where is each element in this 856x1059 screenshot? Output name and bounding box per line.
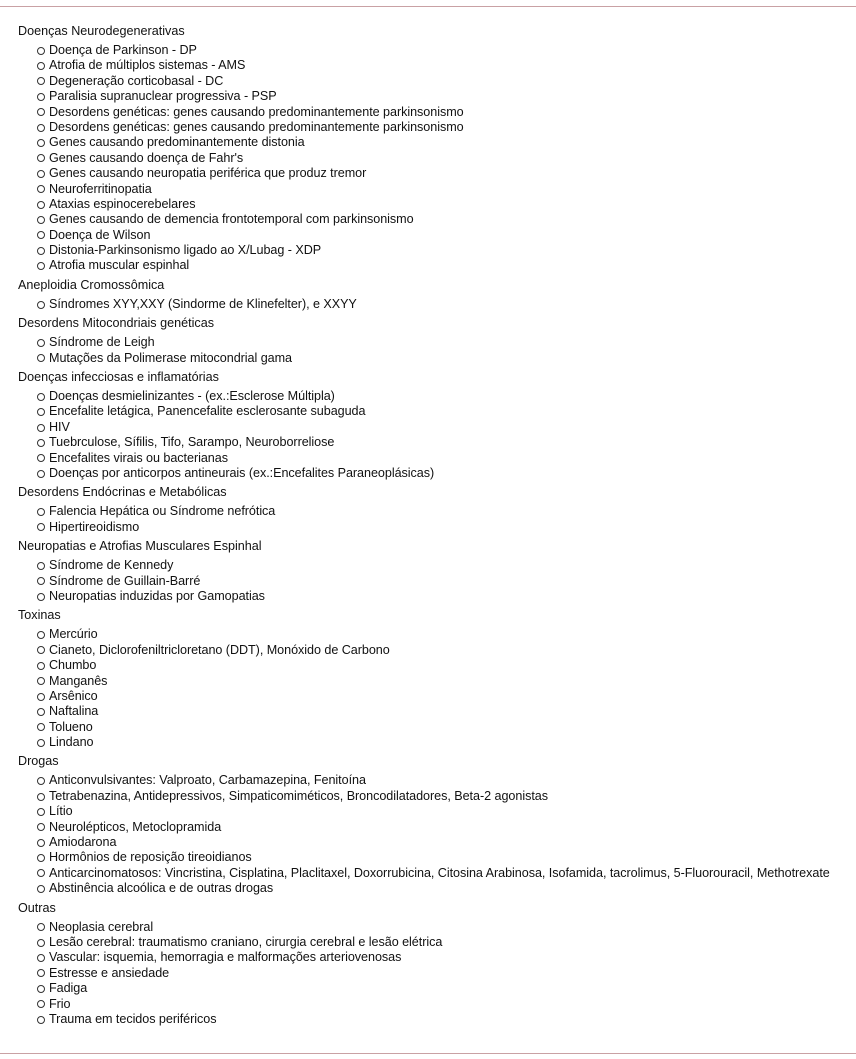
circle-bullet-icon — [37, 62, 45, 70]
list-item — [36, 835, 856, 850]
list-item — [36, 966, 856, 981]
circle-bullet-icon — [37, 777, 45, 785]
cause-list — [36, 297, 856, 312]
list-item-text: Trauma em tecidos periféricos — [49, 1011, 217, 1026]
circle-bullet-icon — [37, 77, 45, 85]
list-item — [36, 866, 856, 881]
list-item — [36, 258, 856, 273]
circle-bullet-icon — [37, 969, 45, 977]
list-item-text: Abstinência alcoólica e de outras drogas — [49, 881, 274, 896]
list-item — [36, 881, 856, 896]
category-section — [18, 753, 856, 896]
circle-bullet-icon — [37, 262, 45, 270]
category-title: Desordens Mitocondriais genéticas — [18, 316, 215, 331]
list-item-text: Manganês — [49, 673, 108, 688]
list-item-text: Tolueno — [49, 719, 93, 734]
list-item-text: Mercúrio — [49, 627, 98, 642]
cause-list — [36, 335, 856, 366]
list-item-text: Lítio — [49, 804, 73, 819]
list-item — [36, 704, 856, 719]
circle-bullet-icon — [37, 393, 45, 401]
list-item-text: Anticarcinomatosos: Vincristina, Cisplatina, Placlitaxel, Doxorrubicina, Citosina Arabinosa, Isofamida, tacrolimus, 5-Fluorouracil, Methotrexate — [49, 865, 830, 880]
list-item — [36, 420, 856, 435]
list-item-text: Neuroferritinopatia — [49, 181, 152, 196]
list-item — [36, 674, 856, 689]
cause-list — [36, 504, 856, 535]
list-item-text: Neoplasia cerebral — [49, 919, 154, 934]
list-item-text: Atrofia muscular espinhal — [49, 258, 190, 273]
list-item-text: Encefalites virais ou bacterianas — [49, 450, 228, 465]
list-item — [36, 135, 856, 150]
list-item-text: Síndromes XYY,XXY (Sindorme de Klinefelter), e XXYY — [49, 296, 357, 311]
list-item — [36, 1012, 856, 1027]
category-title: Neuropatias e Atrofias Musculares Espinhal — [18, 539, 262, 554]
circle-bullet-icon — [37, 923, 45, 931]
list-item — [36, 435, 856, 450]
circle-bullet-icon — [37, 185, 45, 193]
category-title: Aneploidia Cromossômica — [18, 277, 165, 292]
circle-bullet-icon — [37, 677, 45, 685]
list-item-text: Hormônios de reposição tireoidianos — [49, 850, 252, 865]
list-item — [36, 789, 856, 804]
circle-bullet-icon — [37, 301, 45, 309]
list-item-text: Chumbo — [49, 658, 97, 673]
circle-bullet-icon — [37, 216, 45, 224]
circle-bullet-icon — [37, 47, 45, 55]
circle-bullet-icon — [37, 247, 45, 255]
list-item — [36, 105, 856, 120]
list-item-text: Neuropatias induzidas por Gamopatias — [49, 588, 265, 603]
list-item — [36, 389, 856, 404]
list-item-text: Estresse e ansiedade — [49, 965, 170, 980]
list-item-text: Hipertireoidismo — [49, 519, 140, 534]
list-item — [36, 920, 856, 935]
circle-bullet-icon — [37, 124, 45, 132]
category-title: Toxinas — [18, 608, 61, 623]
circle-bullet-icon — [37, 439, 45, 447]
circle-bullet-icon — [37, 408, 45, 416]
list-item — [36, 466, 856, 481]
list-item-text: Genes causando de demencia frontotemporal com parkinsonismo — [49, 212, 414, 227]
list-item-text: Doença de Wilson — [49, 227, 151, 242]
circle-bullet-icon — [37, 1016, 45, 1024]
circle-bullet-icon — [37, 808, 45, 816]
list-item-text: Vascular: isquemia, hemorragia e malformações arteriovenosas — [49, 950, 402, 965]
category-section — [18, 277, 856, 312]
circle-bullet-icon — [37, 424, 45, 432]
list-item — [36, 74, 856, 89]
circle-bullet-icon — [37, 985, 45, 993]
list-item-text: Doenças desmielinizantes - (ex.:Esclerose Múltipla) — [49, 389, 335, 404]
circle-bullet-icon — [37, 1000, 45, 1008]
list-item-text: Genes causando neuropatia periférica que produz tremor — [49, 166, 367, 181]
circle-bullet-icon — [37, 339, 45, 347]
circle-bullet-icon — [37, 139, 45, 147]
list-item-text: Paralisia supranuclear progressiva - PSP — [49, 89, 277, 104]
circle-bullet-icon — [37, 108, 45, 116]
list-item — [36, 58, 856, 73]
circle-bullet-icon — [37, 854, 45, 862]
circle-bullet-icon — [37, 201, 45, 209]
list-item — [36, 520, 856, 535]
circle-bullet-icon — [37, 523, 45, 531]
circle-bullet-icon — [37, 154, 45, 162]
list-item-text: Lesão cerebral: traumatismo craniano, cirurgia cerebral e lesão elétrica — [49, 934, 443, 949]
list-item-text: Cianeto, Diclorofeniltricloretano (DDT), Monóxido de Carbono — [49, 642, 390, 657]
list-item — [36, 735, 856, 750]
category-title: Outras — [18, 900, 56, 915]
list-item-text: Doenças por anticorpos antineurais (ex.:Encefalites Paraneoplásicas) — [49, 465, 435, 480]
list-item — [36, 574, 856, 589]
list-item — [36, 197, 856, 212]
list-item-text: Desordens genéticas: genes causando predominantemente parkinsonismo — [49, 119, 464, 134]
circle-bullet-icon — [37, 693, 45, 701]
circle-bullet-icon — [37, 839, 45, 847]
category-section — [18, 23, 856, 274]
list-item-text: Genes causando predominantemente distonia — [49, 135, 305, 150]
list-item — [36, 850, 856, 865]
list-item — [36, 658, 856, 673]
list-item — [36, 228, 856, 243]
list-item-text: Tuebrculose, Sífilis, Tifo, Sarampo, Neuroborreliose — [49, 435, 335, 450]
list-item — [36, 935, 856, 950]
circle-bullet-icon — [37, 470, 45, 478]
list-item-text: Tetrabenazina, Antidepressivos, Simpaticomiméticos, Broncodilatadores, Beta-2 agonistas — [49, 788, 548, 803]
circle-bullet-icon — [37, 562, 45, 570]
circle-bullet-icon — [37, 170, 45, 178]
circle-bullet-icon — [37, 508, 45, 516]
list-item-text: Distonia-Parkinsonismo ligado ao X/Lubag - XDP — [49, 243, 322, 258]
list-item — [36, 351, 856, 366]
category-section — [18, 315, 856, 366]
circle-bullet-icon — [37, 723, 45, 731]
list-item — [36, 820, 856, 835]
bottom-divider — [0, 1053, 856, 1054]
list-item-text: Naftalina — [49, 704, 99, 719]
circle-bullet-icon — [37, 577, 45, 585]
list-item-text: HIV — [49, 419, 70, 434]
list-item-text: Fadiga — [49, 981, 88, 996]
cause-list — [36, 558, 856, 604]
list-item-text: Frio — [49, 996, 71, 1011]
circle-bullet-icon — [37, 739, 45, 747]
list-item — [36, 773, 856, 788]
category-section — [18, 484, 856, 535]
circle-bullet-icon — [37, 708, 45, 716]
list-item-text: Mutações da Polimerase mitocondrial gama — [49, 350, 292, 365]
category-title: Doenças infecciosas e inflamatórias — [18, 370, 219, 385]
cause-list — [36, 43, 856, 274]
list-item — [36, 243, 856, 258]
cause-list — [36, 920, 856, 1028]
list-item — [36, 182, 856, 197]
list-item-text: Amiodarona — [49, 835, 117, 850]
circle-bullet-icon — [37, 662, 45, 670]
list-item-text: Arsênico — [49, 688, 98, 703]
list-item — [36, 43, 856, 58]
category-section — [18, 607, 856, 750]
list-item-text: Síndrome de Kennedy — [49, 558, 174, 573]
list-item-text: Ataxias espinocerebelares — [49, 196, 196, 211]
list-item — [36, 950, 856, 965]
circle-bullet-icon — [37, 954, 45, 962]
list-item — [36, 504, 856, 519]
list-item — [36, 120, 856, 135]
circle-bullet-icon — [37, 939, 45, 947]
category-title: Drogas — [18, 754, 59, 769]
circle-bullet-icon — [37, 885, 45, 893]
circle-bullet-icon — [37, 454, 45, 462]
list-item-text: Atrofia de múltiplos sistemas - AMS — [49, 58, 246, 73]
circle-bullet-icon — [37, 869, 45, 877]
category-title: Desordens Endócrinas e Metabólicas — [18, 485, 227, 500]
circle-bullet-icon — [37, 646, 45, 654]
circle-bullet-icon — [37, 93, 45, 101]
circle-bullet-icon — [37, 354, 45, 362]
list-item-text: Desordens genéticas: genes causando predominantemente parkinsonismo — [49, 104, 464, 119]
cause-list — [36, 389, 856, 481]
list-item-text: Encefalite letágica, Panencefalite esclerosante subaguda — [49, 404, 366, 419]
list-item-text: Falencia Hepática ou Síndrome nefrótica — [49, 504, 276, 519]
list-item — [36, 212, 856, 227]
cause-list — [36, 773, 856, 896]
circle-bullet-icon — [37, 593, 45, 601]
circle-bullet-icon — [37, 631, 45, 639]
list-item — [36, 89, 856, 104]
list-item — [36, 335, 856, 350]
category-title: Doenças Neurodegenerativas — [18, 24, 185, 38]
list-item-text: Doença de Parkinson - DP — [49, 43, 197, 57]
list-item-text: Genes causando doença de Fahr's — [49, 150, 244, 165]
list-item — [36, 166, 856, 181]
list-item — [36, 643, 856, 658]
list-item — [36, 297, 856, 312]
list-item — [36, 804, 856, 819]
list-item — [36, 997, 856, 1012]
list-item-text: Degeneração corticobasal - DC — [49, 73, 224, 88]
list-item-text: Síndrome de Guillain-Barré — [49, 573, 201, 588]
list-item-text: Síndrome de Leigh — [49, 335, 155, 350]
circle-bullet-icon — [37, 793, 45, 801]
list-item-text: Neurolépticos, Metoclopramida — [49, 819, 222, 834]
list-item-text: Lindano — [49, 735, 94, 750]
list-item-text: Anticonvulsivantes: Valproato, Carbamazepina, Fenitoína — [49, 773, 366, 788]
circle-bullet-icon — [37, 231, 45, 239]
list-item — [36, 589, 856, 604]
category-section — [18, 538, 856, 604]
category-section — [18, 369, 856, 481]
list-item — [36, 981, 856, 996]
list-item — [36, 451, 856, 466]
document-body — [18, 23, 856, 1030]
cause-list — [36, 627, 856, 750]
list-item — [36, 151, 856, 166]
top-divider — [0, 6, 856, 7]
circle-bullet-icon — [37, 823, 45, 831]
list-item — [36, 689, 856, 704]
list-item — [36, 404, 856, 419]
category-section — [18, 900, 856, 1028]
list-item — [36, 558, 856, 573]
list-item — [36, 627, 856, 642]
list-item — [36, 720, 856, 735]
